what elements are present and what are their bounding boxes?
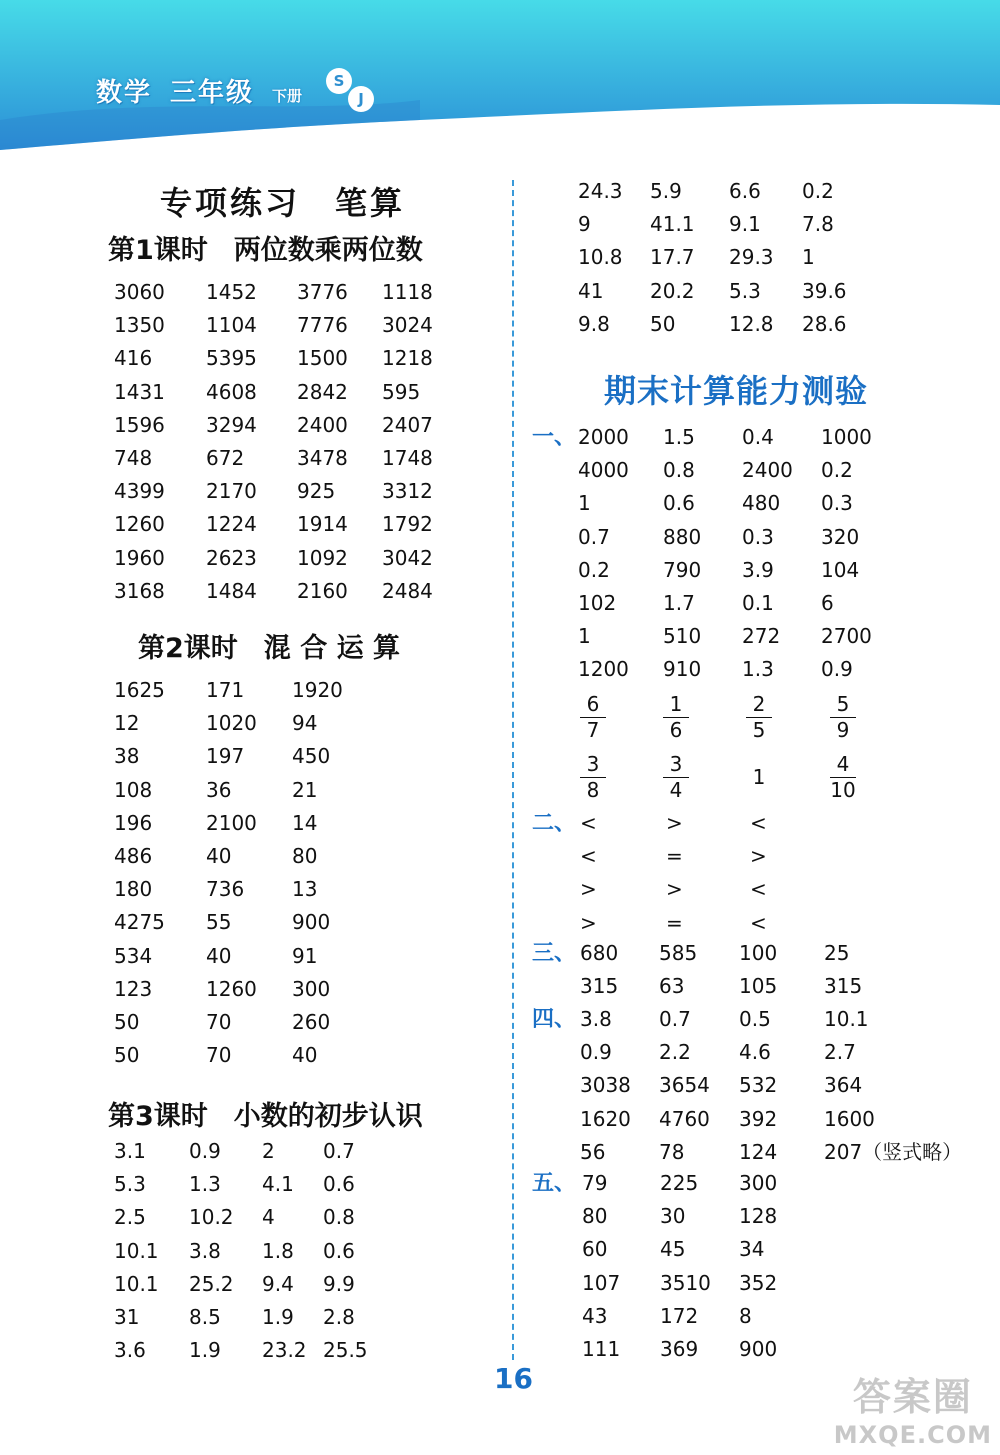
answer-cell: 25.5 [323, 1338, 368, 1363]
answer-cell: 100 [739, 941, 778, 965]
answer-cell: 486 [114, 843, 153, 868]
whole-number: 1 [752, 765, 766, 789]
answer-cell: 0.8 [323, 1205, 355, 1230]
answer-cell: 91 [292, 943, 318, 968]
answer-cell: 20.2 [650, 278, 695, 303]
answer-cell: 3024 [382, 313, 433, 338]
answer-cell: 4.6 [739, 1040, 771, 1065]
answer-cell: 3.1 [114, 1139, 146, 1163]
answer-cell: 680 [580, 941, 619, 965]
answer-cell: 45 [660, 1237, 686, 1262]
q1-label: 一、 [532, 425, 577, 450]
answer-cell: 1484 [206, 578, 257, 603]
answer-cell: 3776 [297, 280, 348, 304]
answer-cell: 0.6 [323, 1172, 355, 1197]
answer-cell: 1200 [578, 657, 629, 682]
answer-cell: 108 [114, 777, 153, 802]
fraction-denominator: 5 [752, 718, 766, 742]
answer-cell: 12 [114, 711, 140, 736]
answer-cell: 532 [739, 1073, 778, 1098]
answer-cell: 25 [824, 941, 850, 965]
answer-cell: 925 [297, 479, 336, 504]
answer-cell: 8.5 [189, 1304, 221, 1329]
answer-cell: 450 [292, 744, 331, 769]
volume-label: 下册 [272, 87, 303, 105]
answer-cell: 70 [206, 1043, 232, 1068]
answer-cell: 28.6 [802, 311, 847, 336]
answer-cell: 39.6 [802, 278, 847, 303]
answer-cell: 1.3 [189, 1172, 221, 1197]
answer-cell: 4399 [114, 479, 165, 504]
answer-cell: 2160 [297, 578, 348, 603]
answer-cell: 1224 [206, 512, 257, 537]
answer-cell: 416 [114, 346, 153, 371]
answer-fraction [830, 692, 856, 743]
answer-cell: 1620 [580, 1106, 631, 1131]
answer-cell: 8 [739, 1303, 752, 1328]
fraction-denominator: 4 [669, 778, 683, 802]
answer-cell: 43 [582, 1303, 608, 1328]
answer-cell: 7.8 [802, 212, 834, 237]
answer-cell: 1596 [114, 412, 165, 437]
answer-cell: 0.7 [323, 1139, 355, 1163]
answer-cell: 3.8 [189, 1238, 221, 1263]
answer-cell: 9.9 [323, 1271, 355, 1296]
answer-cell: 9.8 [578, 311, 610, 336]
answer-cell: 392 [739, 1106, 778, 1131]
answer-cell: 736 [206, 877, 245, 902]
answer-cell: 5395 [206, 346, 257, 371]
q3-label: 三、 [532, 941, 577, 966]
answer-cell: < [750, 811, 767, 835]
answer-cell: 534 [114, 943, 153, 968]
answer-cell: 10.1 [114, 1238, 159, 1263]
answer-fraction [663, 692, 689, 743]
answer-cell: 3478 [297, 445, 348, 470]
lesson1-name: 两位数乘两位数 [233, 235, 423, 266]
column-divider [512, 180, 514, 1360]
answer-cell: 3.9 [742, 557, 774, 582]
answer-cell: 40 [206, 843, 232, 868]
header-title [96, 72, 302, 109]
answer-cell: 6.6 [729, 179, 761, 203]
answer-cell: 124 [739, 1139, 778, 1164]
q5-label: 五、 [532, 1171, 577, 1196]
answer-cell: 300 [292, 976, 331, 1001]
answer-cell: 25.2 [189, 1271, 234, 1296]
fraction-denominator: 7 [586, 718, 600, 742]
fraction-denominator: 8 [586, 778, 600, 802]
answer-cell: 12.8 [729, 311, 774, 336]
answer-cell: 1.8 [262, 1238, 294, 1263]
answer-cell: 2700 [821, 624, 872, 649]
answer-cell: 0.9 [189, 1139, 221, 1163]
answer-cell: 2623 [206, 545, 257, 570]
answer-cell: 1.3 [742, 657, 774, 682]
answer-cell: 2484 [382, 578, 433, 603]
answer-cell: 1.9 [262, 1304, 294, 1329]
answer-cell: 50 [650, 311, 676, 336]
grade-label: 三年级 [170, 78, 255, 108]
answer-whole-number [746, 765, 772, 790]
answer-cell: 1431 [114, 379, 165, 404]
answer-cell: 4275 [114, 910, 165, 935]
answer-cell: 2170 [206, 479, 257, 504]
answer-cell: 300 [739, 1171, 778, 1195]
answer-cell: 1792 [382, 512, 433, 537]
answer-cell: 0.1 [742, 590, 774, 615]
answer-cell: 63 [659, 974, 685, 999]
answer-cell: < [750, 910, 767, 935]
answer-cell: > [666, 877, 683, 902]
fraction-denominator: 10 [830, 778, 856, 802]
answer-cell: 1748 [382, 445, 433, 470]
answer-cell: 1600 [824, 1106, 875, 1131]
lesson2-name: 混 合 运 算 [263, 633, 400, 664]
answer-cell: 1.5 [663, 425, 695, 449]
answer-cell: 0.9 [821, 657, 853, 682]
answer-cell: 2842 [297, 379, 348, 404]
lesson2-label: 第2课时 [138, 633, 238, 664]
answer-cell: 10.8 [578, 245, 623, 270]
answer-cell: 4 [262, 1205, 275, 1230]
answer-cell: 2.2 [659, 1040, 691, 1065]
answer-cell: 1104 [206, 313, 257, 338]
answer-cell: = [666, 844, 683, 869]
answer-cell: 1260 [206, 976, 257, 1001]
answer-cell: 1.9 [189, 1338, 221, 1363]
answer-cell: 1920 [292, 678, 343, 702]
answer-cell: 1 [578, 624, 591, 649]
fraction-denominator: 9 [836, 718, 850, 742]
answer-cell: < [580, 811, 597, 835]
answer-cell: 7776 [297, 313, 348, 338]
answer-cell: 30 [660, 1204, 686, 1229]
answer-cell: 21 [292, 777, 318, 802]
answer-cell: 50 [114, 1009, 140, 1034]
answer-cell: 10.2 [189, 1205, 234, 1230]
answer-cell: 2.8 [323, 1304, 355, 1329]
answer-cell: 60 [582, 1237, 608, 1262]
answer-cell: = [666, 910, 683, 935]
answer-cell: 315 [824, 974, 863, 999]
answer-cell: 1960 [114, 545, 165, 570]
answer-cell: 3168 [114, 578, 165, 603]
answer-cell: > [666, 811, 683, 835]
answer-cell: 4760 [659, 1106, 710, 1131]
answer-cell: > [580, 910, 597, 935]
answer-cell: 40 [206, 943, 232, 968]
answer-cell: 352 [739, 1270, 778, 1295]
answer-cell: 197 [206, 744, 245, 769]
answer-cell: 0.4 [742, 425, 774, 449]
final-test-title: 期末计算能力测验 [604, 372, 869, 410]
answer-cell: 56 [580, 1139, 606, 1164]
answer-cell: 80 [292, 843, 318, 868]
answer-cell: 111 [582, 1336, 621, 1361]
answer-cell: 225 [660, 1171, 699, 1195]
answer-cell: 2400 [297, 412, 348, 437]
answer-cell: 1452 [206, 280, 257, 304]
answer-cell: 3312 [382, 479, 433, 504]
answer-cell: 364 [824, 1073, 863, 1098]
answer-cell: 1625 [114, 678, 165, 702]
watermark-url: MXQE.COM [833, 1421, 992, 1449]
answer-cell: 0.7 [578, 524, 610, 549]
fraction-numerator: 1 [663, 692, 689, 718]
lesson2-title [138, 626, 400, 665]
answer-cell: 0.6 [663, 491, 695, 516]
answer-cell: 94 [292, 711, 318, 736]
answer-cell: 13 [292, 877, 318, 902]
answer-cell: 41 [578, 278, 604, 303]
answer-cell: 0.2 [578, 557, 610, 582]
answer-cell: 595 [382, 379, 421, 404]
answer-cell: 128 [739, 1204, 778, 1229]
answer-cell: 2.5 [114, 1205, 146, 1230]
fraction-numerator: 4 [830, 752, 856, 778]
answer-cell: 29.3 [729, 245, 774, 270]
answer-cell: 880 [663, 524, 702, 549]
answer-cell: 315 [580, 974, 619, 999]
page-number: 16 [494, 1362, 533, 1395]
answer-cell: 0.2 [802, 179, 834, 203]
answer-cell: 14 [292, 810, 318, 835]
answer-cell: 3294 [206, 412, 257, 437]
answer-cell: 1118 [382, 280, 433, 304]
answer-cell: 0.6 [323, 1238, 355, 1263]
answer-cell: 1000 [821, 425, 872, 449]
answer-cell: 2.7 [824, 1040, 856, 1065]
answer-cell: 5.9 [650, 179, 682, 203]
answer-cell: < [580, 844, 597, 869]
answer-cell: 5.3 [114, 1172, 146, 1197]
answer-cell: > [750, 844, 767, 869]
answer-cell: 2 [262, 1139, 275, 1163]
answer-cell: 38 [114, 744, 140, 769]
answer-cell: 55 [206, 910, 232, 935]
answer-cell: 10.1 [114, 1271, 159, 1296]
answer-cell: 4000 [578, 458, 629, 483]
answer-cell: 10.1 [824, 1007, 869, 1031]
answer-fraction [663, 752, 689, 803]
answer-cell: 36 [206, 777, 232, 802]
fraction-numerator: 5 [830, 692, 856, 718]
answer-cell: 17.7 [650, 245, 695, 270]
answer-cell: 790 [663, 557, 702, 582]
answer-cell: 3.8 [580, 1007, 612, 1031]
lesson3-title [108, 1094, 423, 1133]
answer-cell: 34 [739, 1237, 765, 1262]
answer-cell: 3038 [580, 1073, 631, 1098]
subject-label: 数学 [96, 78, 153, 108]
answer-cell: 369 [660, 1336, 699, 1361]
answer-cell: 41.1 [650, 212, 695, 237]
answer-cell: 70 [206, 1009, 232, 1034]
answer-cell: 1020 [206, 711, 257, 736]
answer-cell: 40 [292, 1043, 318, 1068]
answer-cell: 102 [578, 590, 617, 615]
answer-cell: 196 [114, 810, 153, 835]
answer-fraction [746, 692, 772, 743]
answer-cell: 0.5 [739, 1007, 771, 1031]
fraction-numerator: 6 [580, 692, 606, 718]
publisher-badge-j: J [348, 86, 374, 112]
fraction-denominator: 6 [669, 718, 683, 742]
answer-cell: 23.2 [262, 1338, 307, 1363]
answer-cell: 4.1 [262, 1172, 294, 1197]
answer-cell: 480 [742, 491, 781, 516]
answer-cell: 123 [114, 976, 153, 1001]
answer-cell: 4608 [206, 379, 257, 404]
answer-cell: 3042 [382, 545, 433, 570]
answer-cell: 1914 [297, 512, 348, 537]
lesson1-label: 第1课时 [108, 235, 208, 266]
answer-cell: 31 [114, 1304, 140, 1329]
answer-cell: 900 [292, 910, 331, 935]
answer-cell: 1218 [382, 346, 433, 371]
answer-cell: 50 [114, 1043, 140, 1068]
answer-cell: 5.3 [729, 278, 761, 303]
answer-cell: 510 [663, 624, 702, 649]
answer-cell: 0.2 [821, 458, 853, 483]
answer-cell: 272 [742, 624, 781, 649]
answer-cell: < [750, 877, 767, 902]
answer-cell: 748 [114, 445, 153, 470]
answer-cell: 9 [578, 212, 591, 237]
answer-cell: 1 [802, 245, 815, 270]
answer-cell: 0.3 [742, 524, 774, 549]
answer-cell: 180 [114, 877, 153, 902]
answer-cell: 1092 [297, 545, 348, 570]
answer-cell: 0.3 [821, 491, 853, 516]
answer-cell: 1500 [297, 346, 348, 371]
answer-cell: 1 [578, 491, 591, 516]
fraction-numerator: 3 [580, 752, 606, 778]
answer-cell: 107 [582, 1270, 621, 1295]
answer-cell: 1.7 [663, 590, 695, 615]
answer-fraction [580, 692, 606, 743]
answer-cell: 260 [292, 1009, 331, 1034]
answer-cell: 3654 [659, 1073, 710, 1098]
answer-cell: 1260 [114, 512, 165, 537]
lesson3-label: 第3课时 [108, 1101, 208, 1132]
q2-label: 二、 [532, 811, 577, 836]
answer-cell: 78 [659, 1139, 685, 1164]
watermark [834, 1366, 992, 1449]
answer-cell: 585 [659, 941, 698, 965]
answer-cell: 3510 [660, 1270, 711, 1295]
answer-cell: 1350 [114, 313, 165, 338]
q4-label: 四、 [532, 1007, 577, 1032]
lesson3-name: 小数的初步认识 [233, 1101, 423, 1132]
answer-cell: > [580, 877, 597, 902]
answer-cell: 2400 [742, 458, 793, 483]
answer-cell: 900 [739, 1336, 778, 1361]
answer-cell: 171 [206, 678, 245, 702]
answer-cell: 9.4 [262, 1271, 294, 1296]
lesson1-title [108, 228, 423, 267]
answer-cell: 3.6 [114, 1338, 146, 1363]
answer-cell: 6 [821, 590, 834, 615]
section-title: 专项练习 笔算 [160, 184, 406, 222]
answer-cell: 0.7 [659, 1007, 691, 1031]
answer-fraction [580, 752, 606, 803]
watermark-logo: 答案圈 [852, 1375, 973, 1419]
fraction-numerator: 2 [746, 692, 772, 718]
answer-cell: 207（竖式略） [824, 1139, 963, 1164]
answer-cell: 105 [739, 974, 778, 999]
answer-cell: 79 [582, 1171, 608, 1195]
publisher-badge-s: S [326, 68, 352, 94]
answer-cell: 0.9 [580, 1040, 612, 1065]
answer-cell: 672 [206, 445, 245, 470]
answer-cell: 2407 [382, 412, 433, 437]
answer-cell: 2000 [578, 425, 629, 449]
answer-cell: 2100 [206, 810, 257, 835]
answer-cell: 320 [821, 524, 860, 549]
answer-cell: 24.3 [578, 179, 623, 203]
answer-fraction [830, 752, 856, 803]
answer-cell: 3060 [114, 280, 165, 304]
answer-cell: 80 [582, 1204, 608, 1229]
answer-cell: 172 [660, 1303, 699, 1328]
answer-cell: 104 [821, 557, 860, 582]
answer-cell: 910 [663, 657, 702, 682]
answer-cell: 9.1 [729, 212, 761, 237]
answer-cell: 0.8 [663, 458, 695, 483]
fraction-numerator: 3 [663, 752, 689, 778]
